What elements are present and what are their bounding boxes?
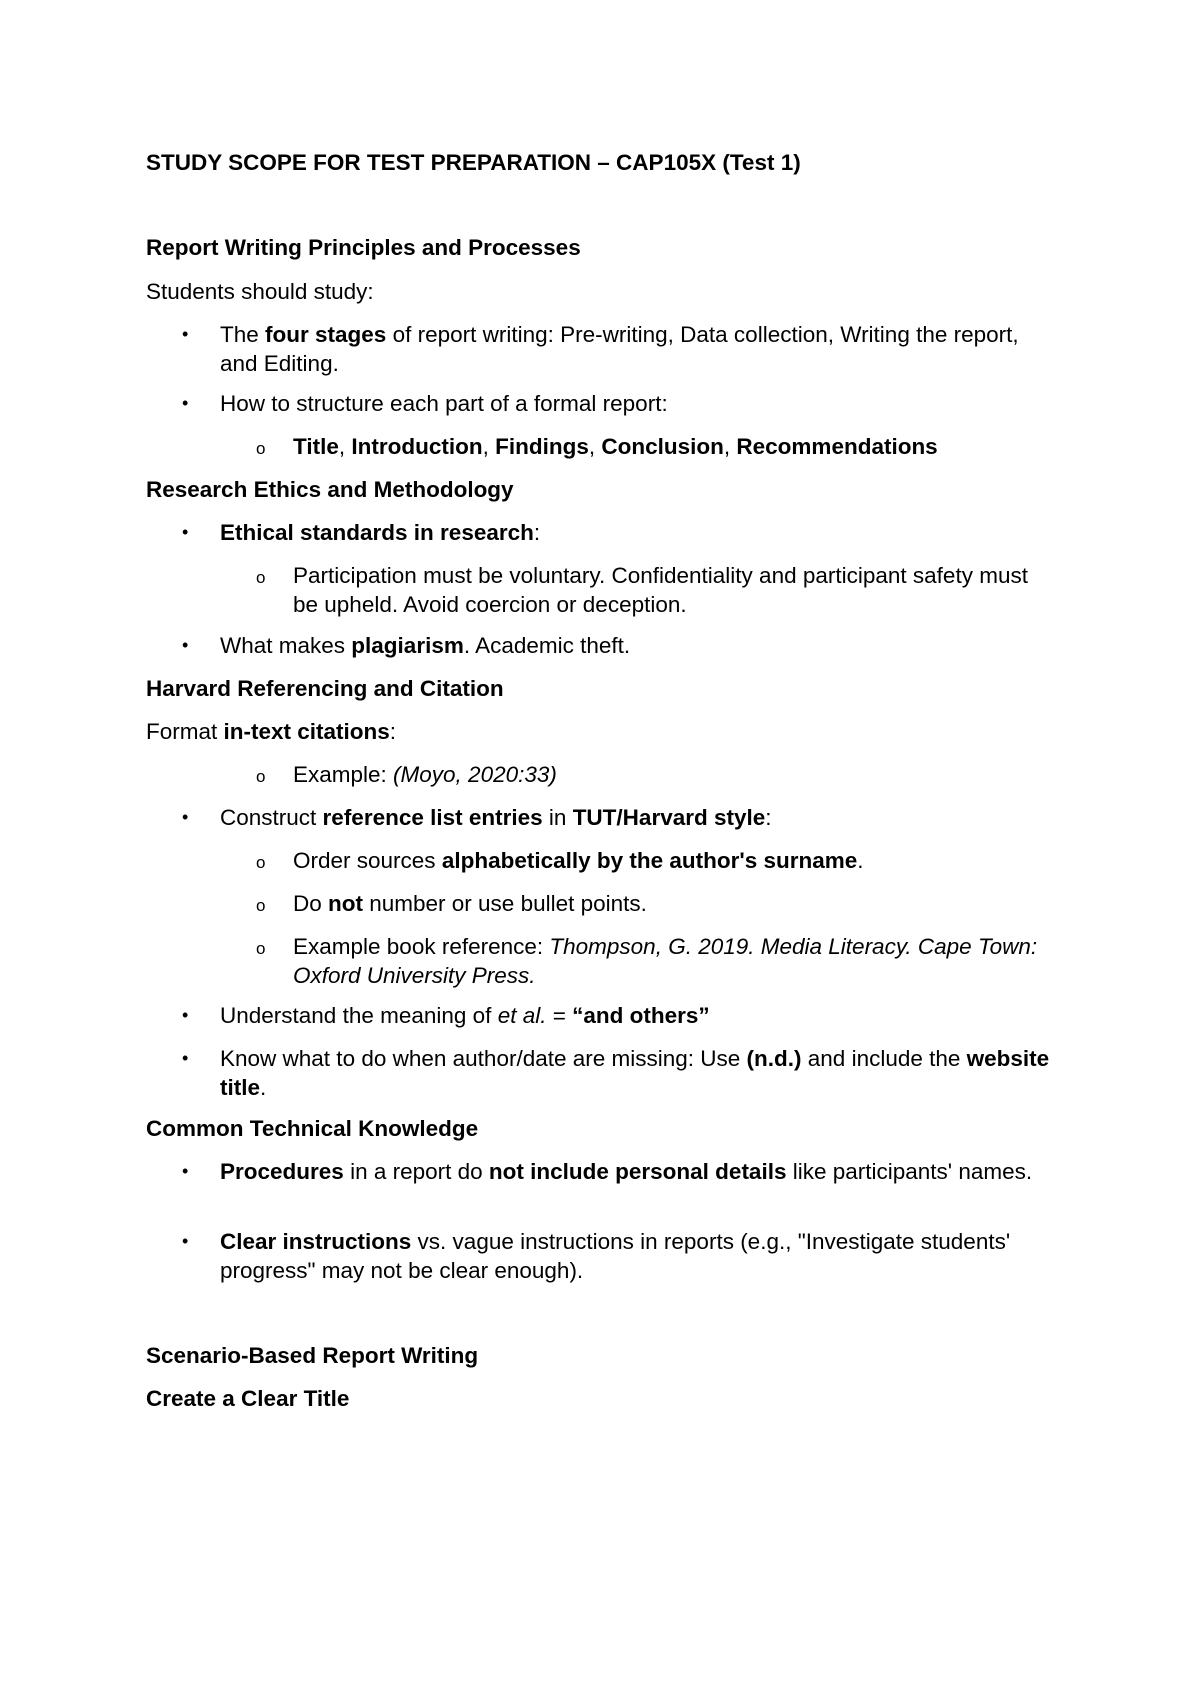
- bullet-icon: •: [182, 324, 189, 344]
- heading-harvard-referencing: Harvard Referencing and Citation: [146, 676, 504, 701]
- list-item-reference-list: • Construct reference list entries in TUT/Harvard style:: [182, 805, 772, 830]
- heading-research-ethics: Research Ethics and Methodology: [146, 477, 514, 502]
- bullet-icon: •: [182, 1161, 189, 1181]
- heading-technical-knowledge: Common Technical Knowledge: [146, 1116, 479, 1141]
- sublist-item-book-reference: o Example book reference: Thompson, G. 2019. Media Literacy. Cape Town: Oxford University Press.: [256, 934, 1038, 988]
- list-item-plagiarism: • What makes plagiarism. Academic theft.: [182, 633, 631, 658]
- list-item-structure: • How to structure each part of a formal report:: [182, 391, 668, 416]
- bullet-icon: •: [182, 1048, 189, 1068]
- bullet-icon: •: [182, 393, 189, 413]
- sublist-item-participation: o Participation must be voluntary. Confidentiality and participant safety must be upheld. Avoid coercion or deception.: [256, 563, 1028, 617]
- intro-in-text-citations: Format in-text citations:: [146, 719, 397, 744]
- sublist-item-do-not-number: o Do not number or use bullet points.: [293, 889, 1053, 918]
- sublist-item-citation-example: o Example: (Moyo, 2020:33): [293, 760, 1053, 789]
- list-item-et-al: • Understand the meaning of et al. = “and others”: [182, 1003, 710, 1028]
- bullet-icon: •: [182, 807, 189, 827]
- sublist-item-order-sources: o Order sources alphabetically by the author's surname.: [293, 846, 1053, 875]
- bullet-icon: •: [182, 635, 189, 655]
- bullet-icon: •: [182, 1005, 189, 1025]
- list-item-missing-author: • Know what to do when author/date are missing: Use (n.d.) and include the website title.: [182, 1046, 1050, 1100]
- sub-bullet-icon: o: [256, 439, 266, 458]
- sub-bullet-icon: o: [256, 896, 266, 915]
- document-title: STUDY SCOPE FOR TEST PREPARATION – CAP105X (Test 1): [146, 150, 801, 175]
- intro-students-should-study: Students should study:: [146, 279, 374, 304]
- sub-bullet-icon: o: [256, 939, 266, 958]
- sublist-item-report-parts: o Title, Introduction, Findings, Conclusion, Recommendations: [293, 432, 1053, 461]
- sub-bullet-icon: o: [256, 853, 266, 872]
- subheading-create-clear-title: Create a Clear Title: [146, 1386, 350, 1411]
- heading-scenario-based: Scenario-Based Report Writing: [146, 1343, 479, 1368]
- list-item-procedures: • Procedures in a report do not include personal details like participants' names.: [182, 1159, 1033, 1184]
- bullet-icon: •: [182, 1231, 189, 1251]
- sub-bullet-icon: o: [256, 568, 266, 587]
- heading-report-writing: Report Writing Principles and Processes: [146, 235, 581, 260]
- list-item-clear-instructions: • Clear instructions vs. vague instructions in reports (e.g., "Investigate students' progress" may not be clear enough).: [182, 1229, 1011, 1283]
- list-item-four-stages: • The four stages of report writing: Pre-writing, Data collection, Writing the report, and Editing.: [182, 322, 1019, 376]
- list-item-ethical-standards: • Ethical standards in research:: [182, 520, 541, 545]
- sub-bullet-icon: o: [256, 767, 266, 786]
- bullet-icon: •: [182, 522, 189, 542]
